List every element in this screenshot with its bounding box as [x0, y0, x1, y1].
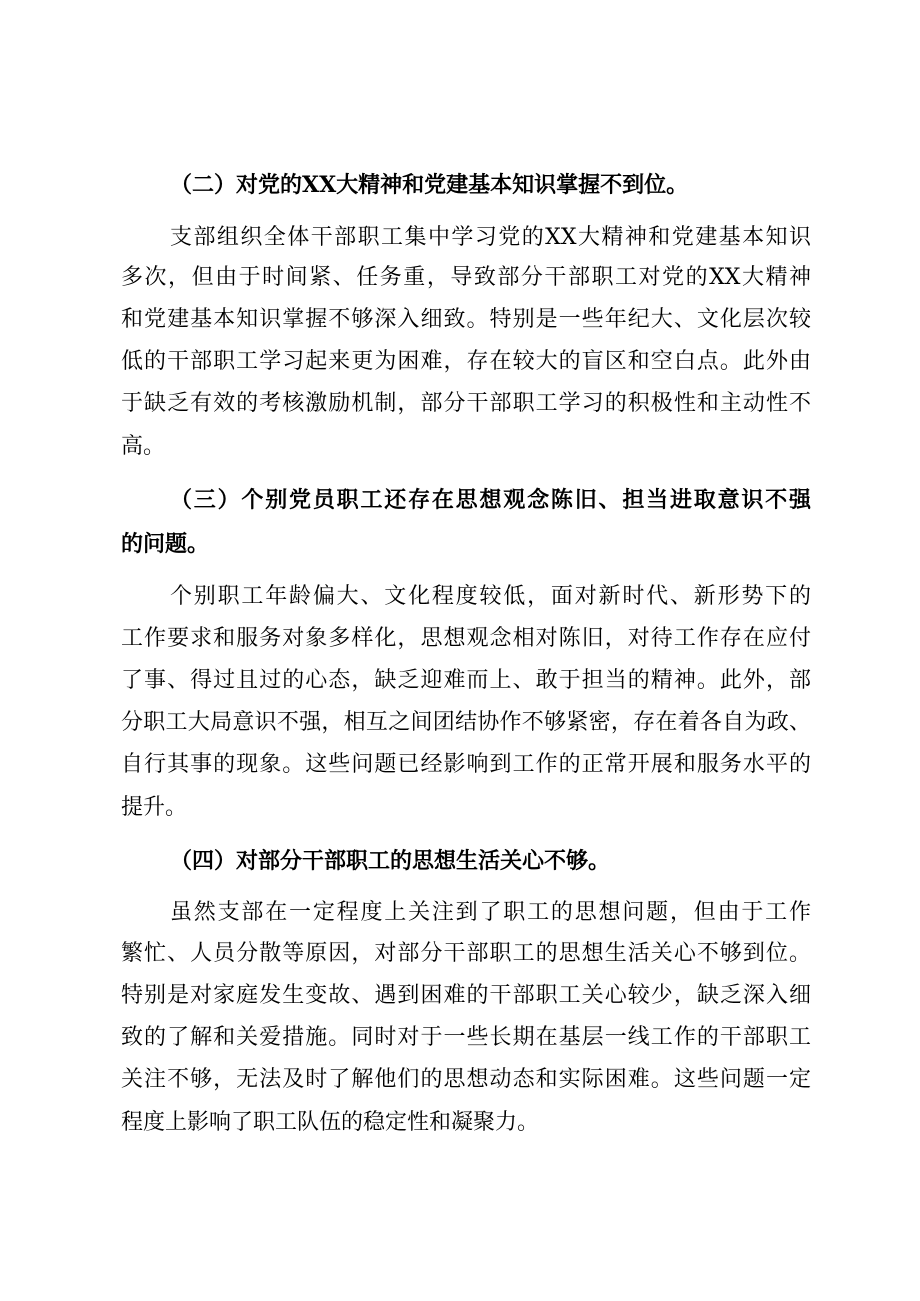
paragraph-line: 了事、得过且过的心态，缺乏迎难而上、敢于担当的精神。此外，部 [121, 668, 811, 693]
paragraph-line: 繁忙、人员分散等原因，对部分干部职工的思想生活关心不够到位。 [121, 941, 811, 966]
paragraph-line: 虽然支部在一定程度上关注到了职工的思想问题，但由于工作 [170, 900, 811, 925]
paragraph-line: 个别职工年龄偏大、文化程度较低，面对新时代、新形势下的 [170, 584, 811, 609]
paragraph-line: 支部组织全体干部职工集中学习党的XX大精神和党建基本知识 [170, 225, 811, 250]
section-heading: 的问题。 [121, 531, 210, 557]
paragraph-line: 分职工大局意识不强，相互之间团结协作不够紧密，存在着各自为政、 [121, 710, 811, 735]
paragraph-line: 工作要求和服务对象多样化，思想观念相对陈旧，对待工作存在应付 [121, 626, 811, 651]
paragraph-line: 于缺乏有效的考核激励机制，部分干部职工学习的积极性和主动性不 [121, 391, 811, 416]
paragraph-line: 多次，但由于时间紧、任务重，导致部分干部职工对党的XX大精神 [121, 265, 811, 290]
paragraph-line: 关注不够，无法及时了解他们的思想动态和实际困难。这些问题一定 [121, 1067, 811, 1092]
paragraph-line: 自行其事的现象。这些问题已经影响到工作的正常开展和服务水平的 [121, 752, 811, 777]
paragraph-line: 致的了解和关爱措施。同时对于一些长期在基层一线工作的干部职工 [121, 1025, 811, 1050]
paragraph-line: 高。 [121, 434, 166, 459]
paragraph-line: 低的干部职工学习起来更为困难，存在较大的盲区和空白点。此外由 [121, 349, 811, 374]
section-heading: （二）对党的XX大精神和党建基本知识掌握不到位。 [170, 172, 689, 198]
paragraph-line: 特别是对家庭发生变故、遇到困难的干部职工关心较少，缺乏深入细 [121, 983, 811, 1008]
section-heading: （三）个别党员职工还存在思想观念陈旧、担当进取意识不强 [170, 487, 811, 513]
paragraph-line: 提升。 [121, 795, 188, 820]
paragraph-line: 程度上影响了职工队伍的稳定性和凝聚力。 [121, 1110, 540, 1135]
section-heading: （四）对部分干部职工的思想生活关心不够。 [170, 848, 611, 874]
paragraph-line: 和党建基本知识掌握不够深入细致。特别是一些年纪大、文化层次较 [121, 307, 811, 332]
